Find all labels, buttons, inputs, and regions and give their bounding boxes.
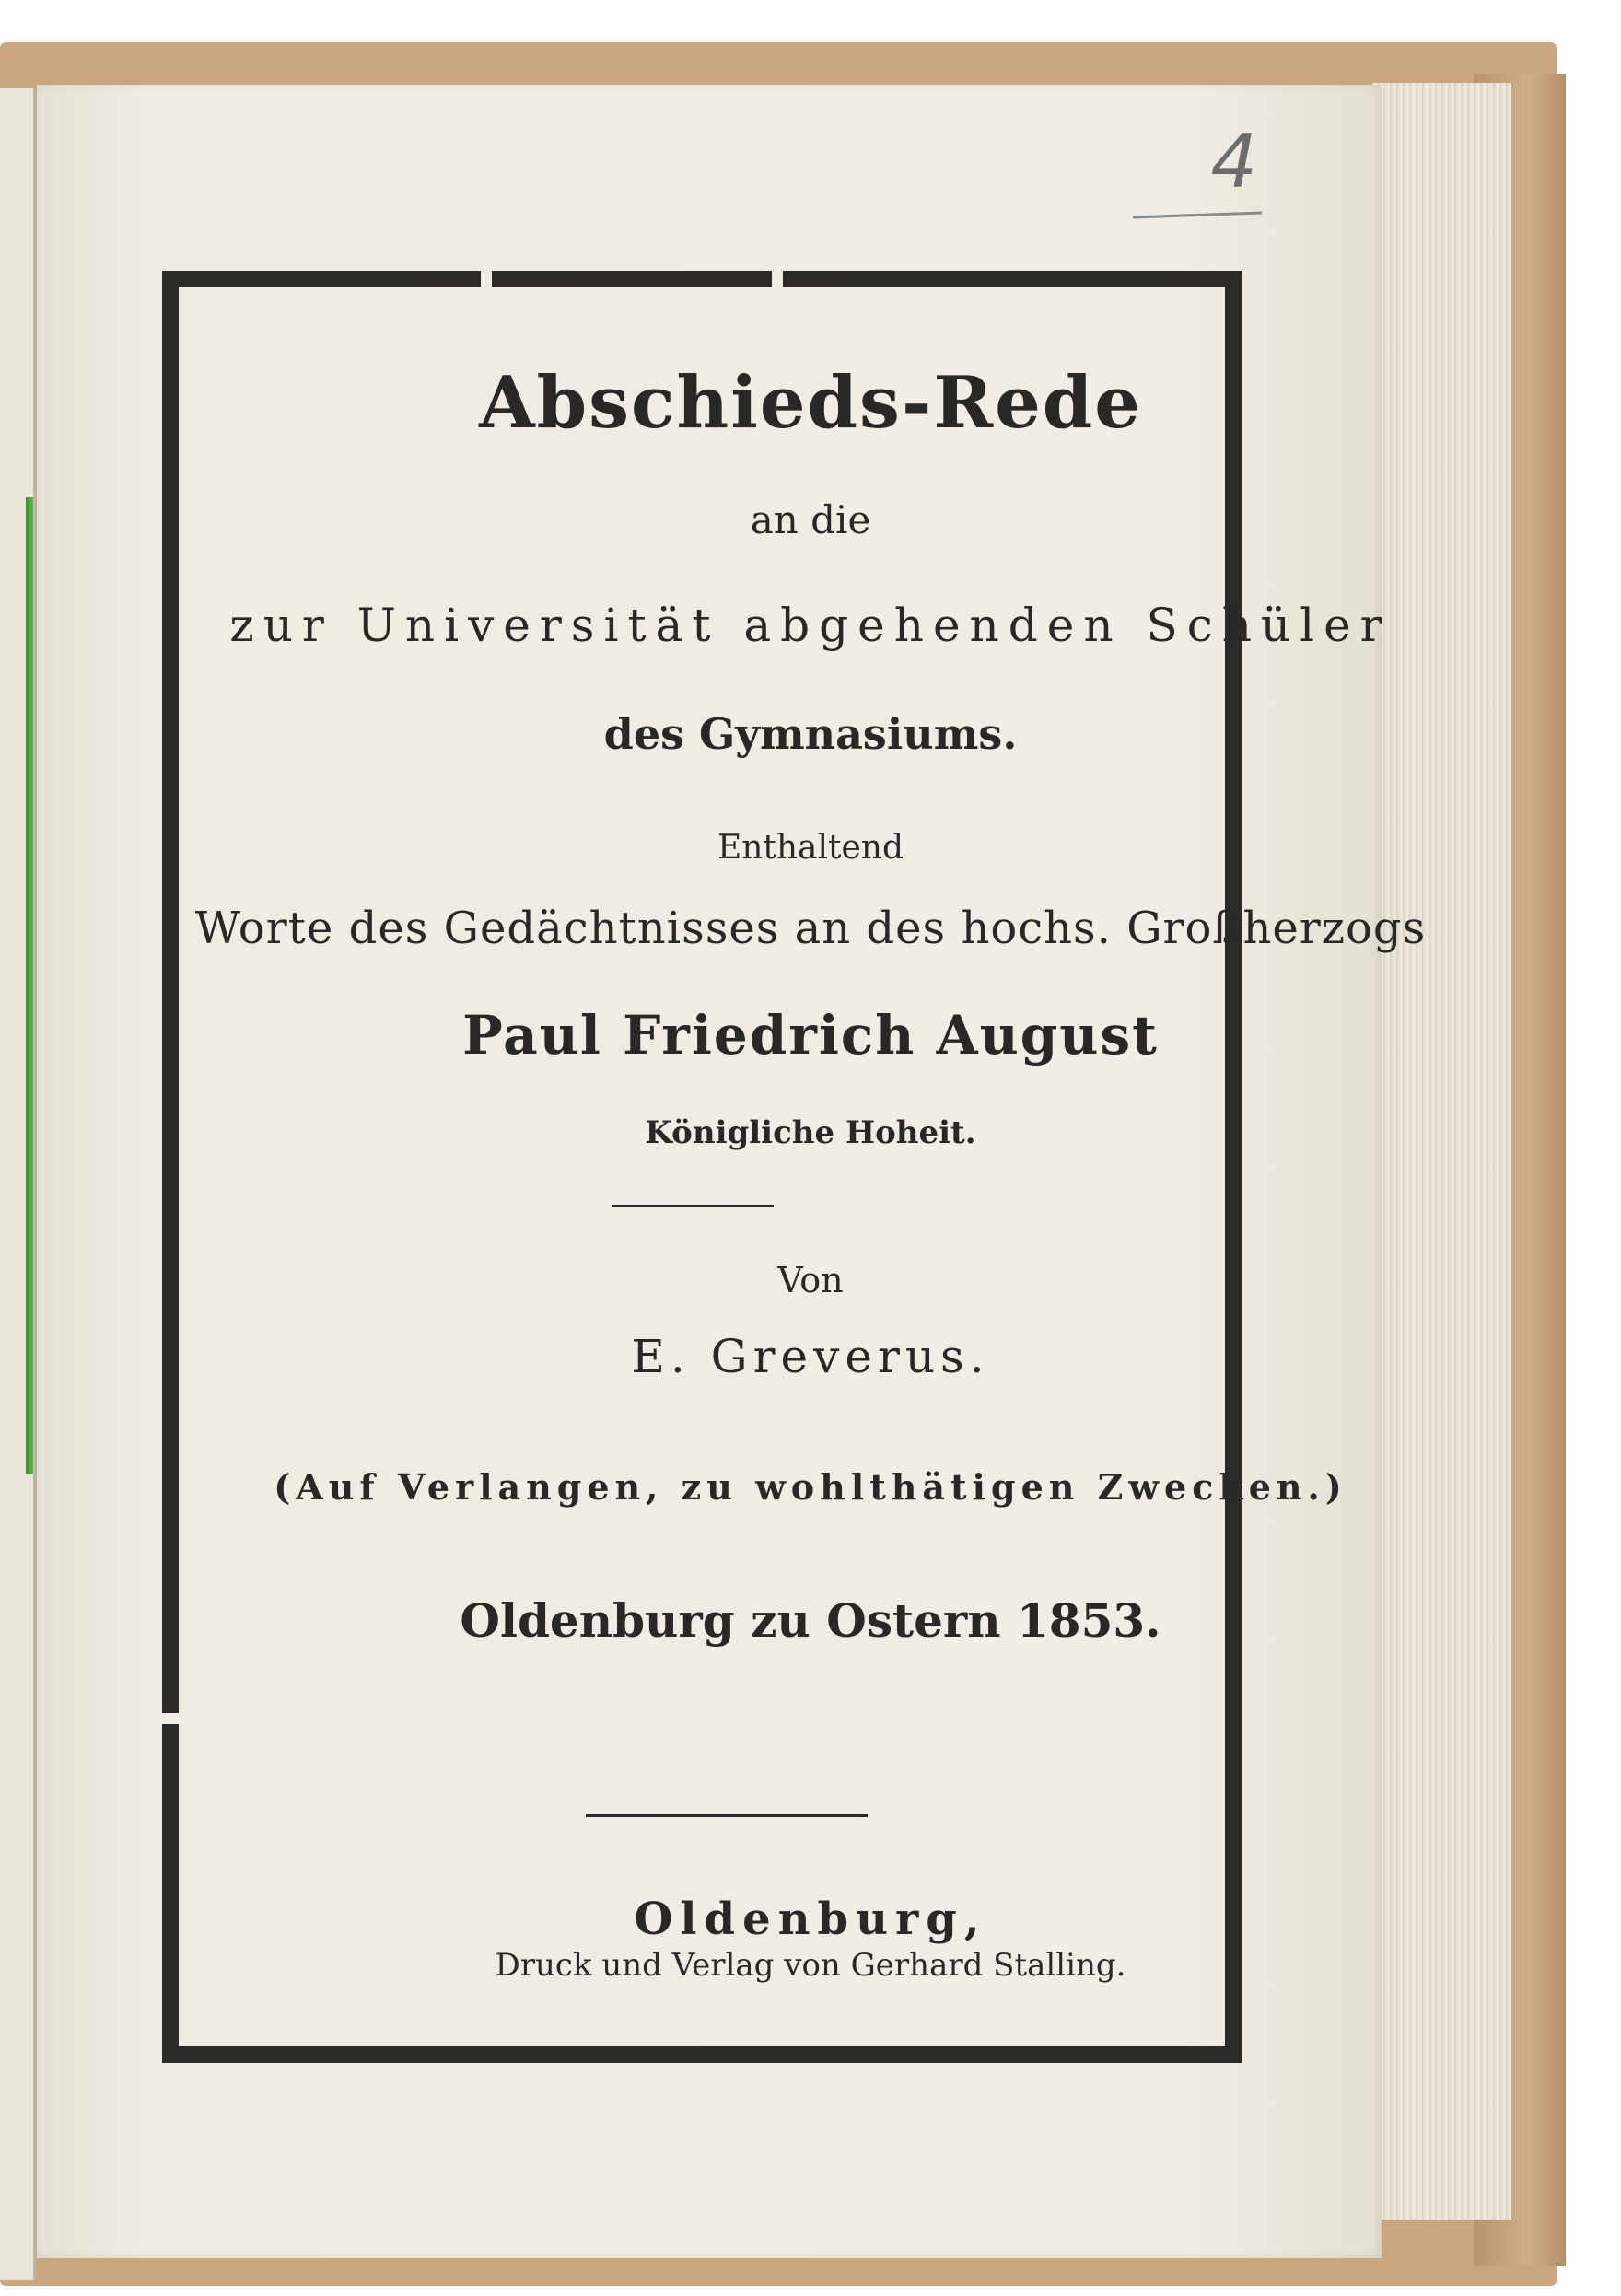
subtitle-universitaet: zur Universität abgehenden Schüler bbox=[229, 599, 1392, 652]
dedicatee-title: Königliche Hoheit. bbox=[645, 1114, 976, 1151]
main-title: Abschieds-Rede bbox=[479, 361, 1142, 445]
worte-line: Worte des Gedächtnisses an des hochs. Großherzogs bbox=[194, 903, 1427, 954]
frame-gap bbox=[772, 269, 783, 289]
page-number: 4 bbox=[1210, 119, 1258, 204]
enthaltend-label: Enthaltend bbox=[717, 829, 904, 867]
subtitle-gymnasium: des Gymnasiums. bbox=[603, 709, 1018, 759]
imprint-printer: Druck und Verlag von Gerhard Stalling. bbox=[495, 1947, 1126, 1984]
von-label: Von bbox=[777, 1260, 844, 1300]
divider-rule bbox=[612, 1205, 774, 1207]
frame-gap bbox=[481, 269, 492, 289]
purpose-note: (Auf Verlangen, zu wohlthätigen Zwecken.) bbox=[274, 1466, 1347, 1508]
imprint-place: Oldenburg, bbox=[634, 1894, 987, 1945]
place-date-line: Oldenburg zu Ostern 1853. bbox=[460, 1593, 1161, 1648]
frame-gap bbox=[162, 1713, 182, 1724]
divider-rule bbox=[586, 1814, 868, 1817]
dedicatee-name: Paul Friedrich August bbox=[462, 1004, 1159, 1066]
author-name: E. Greverus. bbox=[631, 1330, 990, 1383]
subtitle-an-die: an die bbox=[750, 497, 871, 542]
